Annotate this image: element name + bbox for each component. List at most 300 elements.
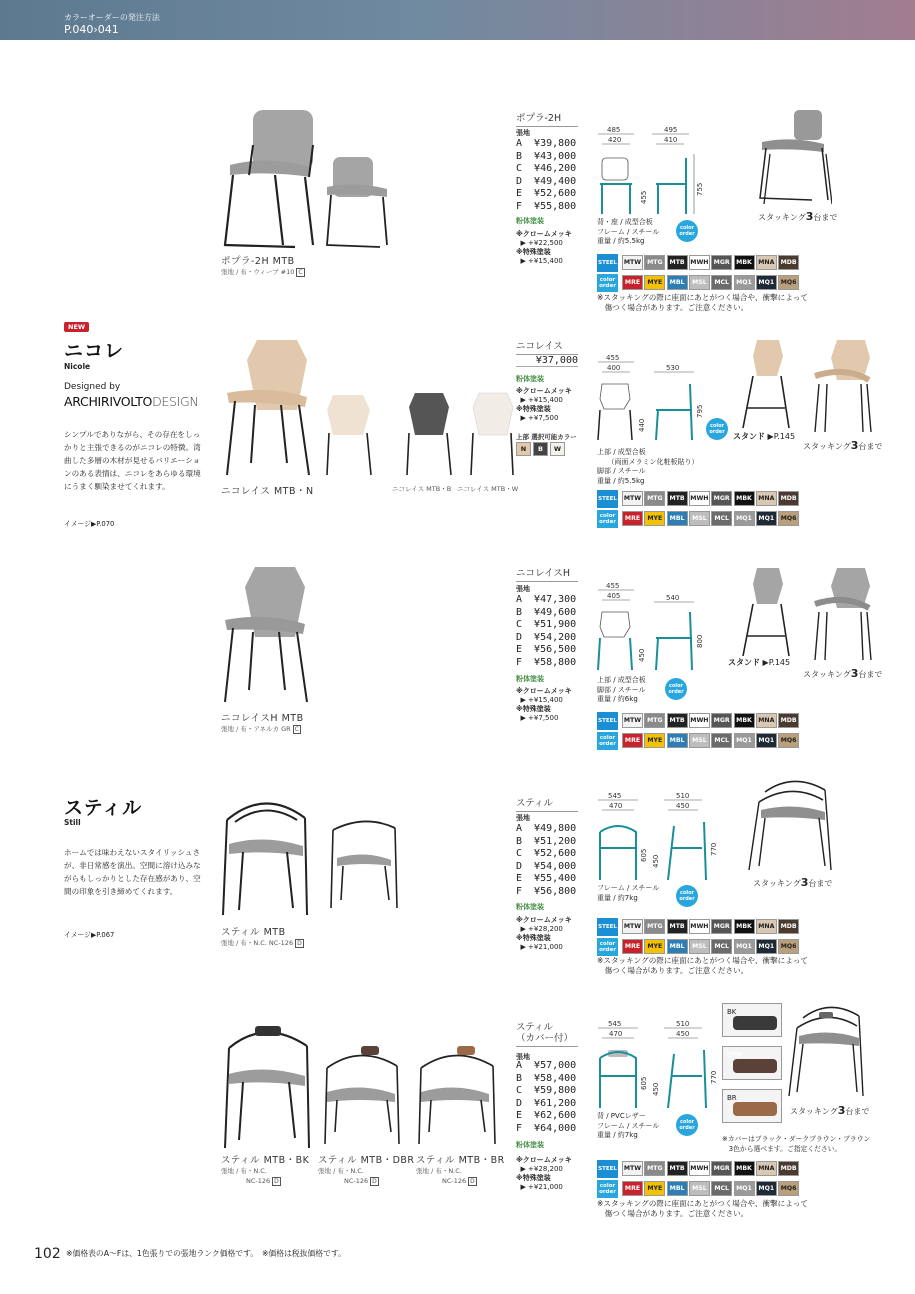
rank-badge: D: [372, 1178, 377, 1185]
color-swatch-mtw[interactable]: MTW: [622, 491, 643, 506]
price-row: A ¥49,800: [516, 823, 577, 834]
still-color-order-badge: color order: [676, 885, 698, 907]
chrome-price: ▶ +¥22,500: [516, 239, 563, 247]
nicole-caption-w: ニコレイス MTB・W: [457, 485, 519, 493]
nicoleh-dimension-drawing: [594, 582, 714, 674]
dim-d1: 510: [676, 1020, 690, 1028]
nicole-spec-name: ニコレイス: [516, 338, 578, 355]
color-swatch-mwh[interactable]: MWH: [689, 491, 710, 506]
sub-b-text: NC-126: [442, 1177, 467, 1185]
popura-color-order-badge: color order: [676, 220, 698, 242]
stack-post: 台まで: [858, 670, 883, 679]
color-swatch-mbl[interactable]: MBL: [667, 733, 688, 748]
stillc-sub-dbr: 張地 / 布・N.C.: [318, 1167, 364, 1175]
color-swatch-mq6[interactable]: MQ6: [778, 733, 799, 748]
color-swatch-mbl[interactable]: MBL: [667, 275, 688, 290]
nicoleh-price-head: 張地: [516, 585, 530, 593]
header-title: カラーオーダーの発注方法: [64, 13, 160, 22]
upper-color-n: N: [516, 442, 531, 456]
special-price: ▶ +¥21,000: [516, 1183, 563, 1191]
dim-sh: 455: [640, 190, 648, 204]
nicoleh-rank-badge: C: [294, 726, 299, 733]
nicoleh-swatches: [597, 712, 797, 750]
price-row: E ¥55,400: [516, 873, 577, 884]
nicole-image-ref[interactable]: イメージ▶P.070: [64, 520, 115, 528]
color-order-label: color order: [597, 274, 618, 292]
color-swatch-mbk[interactable]: MBK: [734, 491, 755, 506]
special-price: ▶ +¥21,000: [516, 943, 563, 951]
price-row: A ¥47,300: [516, 594, 577, 605]
cover-swatch: [733, 1102, 777, 1116]
nicole-description: シンプルでありながら、その存在をしっかりと主張できるのがニコレの特徴。湾曲した多層の木材が見せるバリエーションのある表情は、ニコレをあらゆる環境にうまく馴染ませてくれます。: [64, 430, 201, 491]
color-swatch-msl[interactable]: MSL: [689, 511, 710, 526]
dim-w1: 455: [606, 354, 620, 362]
color-swatch-mna[interactable]: MNA: [756, 713, 777, 728]
stillc-price-head: 張地: [516, 1053, 530, 1061]
color-swatch-mdb[interactable]: MDB: [778, 1161, 799, 1176]
color-swatch-mye[interactable]: MYE: [644, 939, 665, 954]
stillc-sub-bk-b: [246, 1177, 281, 1186]
color-swatch-mdb[interactable]: MDB: [778, 919, 799, 934]
popura-price-head: 張地: [516, 129, 530, 137]
popura-dimension-drawing: [594, 126, 714, 226]
nicole-stand-label[interactable]: [733, 431, 795, 442]
stack-pre: スタッキング: [758, 213, 806, 222]
still-stack-label: [753, 876, 832, 889]
price-row: D ¥49,400: [516, 175, 577, 187]
cover-option-br[interactable]: [722, 1089, 782, 1123]
header-bar: [0, 0, 915, 40]
popura-price-list: [516, 138, 576, 213]
nicoleh-options: [516, 687, 572, 723]
stillc-sub-br: 張地 / 布・N.C.: [416, 1167, 462, 1175]
color-swatch-mq1[interactable]: MQ1: [756, 275, 777, 290]
color-swatch-mcl[interactable]: MCL: [711, 939, 732, 954]
stack-pre: スタッキング: [803, 670, 851, 679]
color-swatch-mye[interactable]: MYE: [644, 1181, 665, 1196]
color-swatch-mgr[interactable]: MGR: [711, 713, 732, 728]
steel-label: STEEL: [597, 712, 618, 730]
color-swatch-msl[interactable]: MSL: [689, 275, 710, 290]
still-options: [516, 916, 572, 952]
stand-label-text: スタンド: [733, 432, 765, 441]
nicoleh-powder: 粉体塗装: [516, 675, 544, 683]
cover-swatch: [733, 1059, 777, 1073]
price-row: B ¥58,400: [516, 1072, 577, 1084]
color-swatch-mwh[interactable]: MWH: [689, 919, 710, 934]
dim-w1: 455: [606, 582, 620, 590]
dim-sh: 450: [652, 854, 660, 868]
nicoleh-caption: ニコレイスH MTB: [221, 713, 304, 724]
popura-frame-shape: [225, 175, 313, 247]
color-swatch-mq1[interactable]: MQ1: [734, 511, 755, 526]
color-swatch-mdb[interactable]: MDB: [778, 255, 799, 270]
nicoleh-sub-text: 張地 / 布・アネルカ GR: [221, 725, 291, 733]
price-row: E ¥62,600: [516, 1110, 577, 1121]
nicole-stack-label: [803, 439, 882, 452]
color-swatch-mtw[interactable]: MTW: [622, 919, 643, 934]
color-swatch-mcl[interactable]: MCL: [711, 275, 732, 290]
popura-caption: ポプラ-2H MTB: [221, 256, 295, 267]
color-swatch-mtw[interactable]: MTW: [622, 255, 643, 270]
stillc-stacking-image: [785, 1000, 865, 1100]
still-en-title: Still: [64, 818, 81, 827]
stillc-sub-br-b: [442, 1177, 477, 1186]
dim-h: 770: [710, 1070, 718, 1084]
stack-post: 台まで: [808, 879, 833, 888]
color-swatch-mq1[interactable]: MQ1: [756, 733, 777, 748]
color-swatch-mq6[interactable]: MQ6: [778, 1181, 799, 1196]
chrome-price: ▶ +¥15,400: [516, 696, 563, 704]
nicole-color-order-badge: color order: [706, 418, 728, 440]
stillc-caption-dbr: スティル MTB・DBR: [318, 1155, 415, 1166]
color-swatch-mdb[interactable]: MDB: [778, 491, 799, 506]
price-row: D ¥61,200: [516, 1097, 577, 1109]
cover-bk-shape: [255, 1026, 281, 1036]
color-swatch-mtg[interactable]: MTG: [644, 919, 665, 934]
popura-material: 背・座 / 成型合板 フレーム / スチール 重量 / 約5.5kg: [597, 218, 660, 245]
color-swatch-mq6[interactable]: MQ6: [778, 511, 799, 526]
cover-swatch: [733, 1016, 777, 1030]
chrome-price: ▶ +¥28,200: [516, 925, 563, 933]
color-swatch-mtb[interactable]: MTB: [667, 919, 688, 934]
special-label: ※特殊塗装: [516, 1174, 551, 1182]
stillc-powder: 粉体塗装: [516, 1141, 544, 1149]
color-swatch-msl[interactable]: MSL: [689, 939, 710, 954]
stillc-dimension-drawing: [594, 1020, 724, 1112]
stillc-swatches: [597, 1160, 797, 1198]
nicoleh-stand-stack-image: [735, 564, 885, 664]
color-swatch-mgr[interactable]: MGR: [711, 491, 732, 506]
stand-ref: ▶P.145: [760, 658, 791, 667]
cover-code: DBR: [727, 1051, 743, 1059]
color-swatch-mwh[interactable]: MWH: [689, 255, 710, 270]
popura-spec-name: ポプラ-2H: [516, 110, 578, 127]
price-row: C ¥46,200: [516, 163, 577, 174]
dim-d1: 510: [676, 792, 690, 800]
dim-d1: 540: [666, 594, 680, 602]
color-swatch-mre[interactable]: MRE: [622, 939, 643, 954]
nicole-caption-b: ニコレイス MTB・B: [392, 485, 452, 493]
chrome-label: ※クロームメッキ: [516, 1156, 572, 1164]
color-swatch-mtg[interactable]: MTG: [644, 491, 665, 506]
stillc-caption-bk: スティル MTB・BK: [221, 1155, 310, 1166]
color-swatch-mre[interactable]: MRE: [622, 1181, 643, 1196]
dim-d1: 530: [666, 364, 680, 372]
dim-d2: 410: [664, 136, 678, 144]
color-swatch-mbk[interactable]: MBK: [734, 1161, 755, 1176]
color-swatch-mq1[interactable]: MQ1: [756, 939, 777, 954]
price-row: D ¥54,200: [516, 631, 577, 643]
dim-w2: 400: [607, 364, 621, 372]
nicole-powder: 粉体塗装: [516, 375, 544, 383]
color-swatch-mq1[interactable]: MQ1: [734, 939, 755, 954]
color-swatch-mq1[interactable]: MQ1: [756, 1181, 777, 1196]
stillc-material: 背 / PVCレザー フレーム / スチール 重量 / 約7kg: [597, 1112, 660, 1139]
still-price-list: [516, 823, 576, 898]
chrome-label: ※クロームメッキ: [516, 230, 572, 238]
popura-chair-image: [215, 105, 405, 255]
chrome-price: ▶ +¥28,200: [516, 1165, 563, 1173]
dim-w1: 485: [607, 126, 621, 134]
designer-a: ARCHIRIVOLTO: [64, 394, 153, 409]
dim-ah: 605: [640, 1076, 648, 1090]
color-swatch-mre[interactable]: MRE: [622, 733, 643, 748]
color-swatch-mye[interactable]: MYE: [644, 511, 665, 526]
dim-sh: 450: [652, 1082, 660, 1096]
special-label: ※特殊塗装: [516, 934, 551, 942]
color-swatch-mdb[interactable]: MDB: [778, 713, 799, 728]
color-order-label: color order: [597, 1180, 618, 1198]
color-swatch-mbl[interactable]: MBL: [667, 1181, 688, 1196]
sub-b-text: NC-126: [344, 1177, 369, 1185]
nicoleh-stand-label[interactable]: [728, 657, 790, 668]
still-caption: スティル MTB: [221, 927, 286, 938]
cover-option-bk[interactable]: [722, 1003, 782, 1037]
color-swatch-mtg[interactable]: MTG: [644, 1161, 665, 1176]
color-order-label: color order: [597, 732, 618, 750]
dim-h: 795: [696, 404, 704, 418]
still-note: ※スタッキングの際に座面にあとがつく場合や、衝撃によって 傷つく場合があります。ご注意ください。: [597, 956, 809, 975]
dim-d1: 495: [664, 126, 678, 134]
dim-h: 755: [696, 182, 704, 196]
stillc-sub-bk: 張地 / 布・N.C.: [221, 1167, 267, 1175]
color-swatch-mtb[interactable]: MTB: [667, 1161, 688, 1176]
chrome-price: ▶ +¥15,400: [516, 396, 563, 404]
stack-pre: スタッキング: [803, 442, 851, 451]
new-badge: NEW: [64, 322, 89, 332]
price-row: A ¥57,000: [516, 1060, 577, 1071]
still-sub-text: 張地 / 布・N.C. NC-126: [221, 939, 294, 947]
color-swatch-mtb[interactable]: MTB: [667, 255, 688, 270]
dim-ah: 605: [640, 848, 648, 862]
color-swatch-mtw[interactable]: MTW: [622, 1161, 643, 1176]
nicoleh-spec-name: ニコレイスH: [516, 565, 578, 582]
color-swatch-mbl[interactable]: MBL: [667, 939, 688, 954]
stack-num: 3: [805, 210, 814, 223]
still-swatches: [597, 918, 797, 956]
color-swatch-mbk[interactable]: MBK: [734, 713, 755, 728]
nicole-price: ¥37,000: [516, 355, 578, 367]
price-row: F ¥56,800: [516, 885, 577, 897]
rank-badge: D: [274, 1178, 279, 1185]
color-swatch-mq1[interactable]: MQ1: [734, 275, 755, 290]
rank-badge: D: [470, 1178, 475, 1185]
dim-w2: 470: [609, 1030, 623, 1038]
still-rank-badge: D: [297, 940, 302, 947]
stillc-note: ※スタッキングの際に座面にあとがつく場合や、衝撃によって 傷つく場合があります。ご注意ください。: [597, 1199, 809, 1218]
nicoleh-stack-label: [803, 667, 882, 680]
color-swatch-mcl[interactable]: MCL: [711, 511, 732, 526]
color-swatch-mbk[interactable]: MBK: [734, 255, 755, 270]
stand-ref: ▶P.145: [765, 432, 796, 441]
nicole-options: [516, 387, 572, 423]
popura-powder: 粉体塗装: [516, 217, 544, 225]
color-swatch-mtb[interactable]: MTB: [667, 491, 688, 506]
color-swatch-msl[interactable]: MSL: [689, 733, 710, 748]
stillc-caption-br: スティル MTB・BR: [416, 1155, 505, 1166]
color-swatch-mtw[interactable]: MTW: [622, 713, 643, 728]
color-swatch-mre[interactable]: MRE: [622, 275, 643, 290]
designed-by: Designed by: [64, 382, 121, 392]
color-swatch-mcl[interactable]: MCL: [711, 1181, 732, 1196]
color-swatch-mbl[interactable]: MBL: [667, 511, 688, 526]
still-dimension-drawing: [594, 792, 724, 884]
special-label: ※特殊塗装: [516, 405, 551, 413]
price-row: F ¥64,000: [516, 1122, 577, 1134]
still-cover-chairs-image: [215, 1020, 505, 1155]
popura-note: ※スタッキングの際に座面にあとがつく場合や、衝撃によって 傷つく場合があります。ご注意ください。: [597, 293, 809, 312]
still-material: フレーム / スチール 重量 / 約7kg: [597, 884, 660, 902]
color-swatch-mq1[interactable]: MQ1: [734, 733, 755, 748]
color-swatch-mq1[interactable]: MQ1: [734, 1181, 755, 1196]
stack-post: 台まで: [845, 1107, 870, 1116]
color-swatch-mye[interactable]: MYE: [644, 733, 665, 748]
still-spec-name: スティル: [516, 795, 578, 812]
price-row: E ¥52,600: [516, 188, 577, 199]
price-row: C ¥59,800: [516, 1085, 577, 1096]
special-label: ※特殊塗装: [516, 248, 551, 256]
color-swatch-mwh[interactable]: MWH: [689, 1161, 710, 1176]
steel-label: STEEL: [597, 490, 618, 508]
steel-label: STEEL: [597, 918, 618, 936]
color-order-label: color order: [597, 938, 618, 956]
color-swatch-mgr[interactable]: MGR: [711, 1161, 732, 1176]
color-swatch-mbk[interactable]: MBK: [734, 919, 755, 934]
nicole-chairs-image: [215, 335, 515, 485]
popura-rank-badge: C: [298, 269, 303, 276]
price-row: B ¥49,600: [516, 606, 577, 618]
stillc-price-list: [516, 1060, 576, 1135]
price-row: B ¥51,200: [516, 835, 577, 847]
color-swatch-mtb[interactable]: MTB: [667, 713, 688, 728]
color-swatch-mcl[interactable]: MCL: [711, 733, 732, 748]
stillc-color-order-badge: color order: [676, 1114, 698, 1136]
footer-note: ※価格表のA～Fは、1色張りでの張地ランク価格です。 ※価格は税抜価格です。: [66, 1249, 346, 1258]
price-row: F ¥55,800: [516, 200, 577, 212]
stack-num: 3: [850, 667, 859, 680]
nicole-material: 上部 / 成型合板 （両面メラミン化粧板貼り） 脚部 / スチール 重量 / 約5.5kg: [597, 448, 699, 485]
still-title: スティル: [64, 797, 143, 819]
color-swatch-mna[interactable]: MNA: [756, 491, 777, 506]
stack-pre: スタッキング: [753, 879, 801, 888]
nicoleh-sub: [221, 724, 301, 734]
chrome-label: ※クロームメッキ: [516, 687, 572, 695]
color-order-label: color order: [597, 510, 618, 528]
color-swatch-mna[interactable]: MNA: [756, 919, 777, 934]
dim-d2: 450: [676, 802, 690, 810]
cover-code: BR: [727, 1094, 737, 1102]
dim-sh: 440: [638, 418, 646, 432]
stillc-cover-note: ※カバーはブラック・ダークブラウン・ブラウン 3色から選べます。ご指定ください。: [722, 1135, 871, 1153]
stillc-sub-dbr-b: [344, 1177, 379, 1186]
stand-label-text: スタンド: [728, 658, 760, 667]
color-swatch-mna[interactable]: MNA: [756, 1161, 777, 1176]
steel-label: STEEL: [597, 1160, 618, 1178]
nicole-upper-color-label: 上部 選択可能カラー: [516, 433, 577, 441]
still-price-head: 張地: [516, 814, 530, 822]
nicoleh-material: 上部 / 成型合板 脚部 / スチール 重量 / 約6kg: [597, 676, 646, 703]
stack-num: 3: [837, 1104, 846, 1117]
dim-d2: 450: [676, 1030, 690, 1038]
price-row: C ¥51,900: [516, 619, 577, 630]
stack-pre: スタッキング: [790, 1107, 838, 1116]
stack-post: 台まで: [813, 213, 838, 222]
chrome-label: ※クロームメッキ: [516, 916, 572, 924]
cover-br-shape: [457, 1046, 475, 1055]
price-row: C ¥52,600: [516, 848, 577, 859]
color-swatch-mgr[interactable]: MGR: [711, 919, 732, 934]
stack-num: 3: [850, 439, 859, 452]
color-swatch-msl[interactable]: MSL: [689, 1181, 710, 1196]
price-row: D ¥54,000: [516, 860, 577, 872]
color-swatch-mgr[interactable]: MGR: [711, 255, 732, 270]
color-swatch-mye[interactable]: MYE: [644, 275, 665, 290]
header-page-ref[interactable]: P.040›041: [64, 23, 119, 36]
dim-w2: 420: [608, 136, 622, 144]
price-row: F ¥58,800: [516, 656, 577, 668]
nicole-en-title: Nicole: [64, 362, 91, 371]
upper-color-b: B: [533, 442, 548, 456]
still-powder: 粉体塗装: [516, 903, 544, 911]
dim-sh: 450: [638, 648, 646, 662]
stack-num: 3: [800, 876, 809, 889]
dim-w1: 545: [608, 792, 622, 800]
still-description: ホームでは味わえないスタイリッシュさが、非日常感を演出。空間に溶け込みながらもしっかりとした存在感があり、空間の印象を引き締めてくれます。: [64, 848, 201, 896]
spec-name-b: （カバー付）: [516, 1033, 578, 1047]
stillc-spec-name: [516, 1022, 578, 1047]
color-swatch-mna[interactable]: MNA: [756, 255, 777, 270]
color-swatch-mtg[interactable]: MTG: [644, 713, 665, 728]
spec-name-a: スティル: [516, 1022, 554, 1033]
cover-dbr-shape: [361, 1046, 379, 1055]
designer-b: DESIGN: [152, 394, 199, 409]
dim-h: 800: [696, 634, 704, 648]
still-image-ref[interactable]: イメージ▶P.067: [64, 931, 115, 939]
color-swatch-mq6[interactable]: MQ6: [778, 275, 799, 290]
popura-sub: [221, 267, 305, 277]
popura-options: [516, 230, 572, 266]
color-swatch-mq1[interactable]: MQ1: [756, 511, 777, 526]
nicole-title: ニコレ: [64, 340, 125, 362]
still-chair-image: [215, 790, 415, 920]
still-stacking-image: [745, 774, 835, 874]
stillc-options: [516, 1156, 572, 1192]
dim-h: 770: [710, 842, 718, 856]
special-price: ▶ +¥15,400: [516, 257, 563, 265]
nicoleh-price-list: [516, 594, 576, 669]
color-swatch-mwh[interactable]: MWH: [689, 713, 710, 728]
color-swatch-mq6[interactable]: MQ6: [778, 939, 799, 954]
stillc-stack-label: [790, 1104, 869, 1117]
page-number: 102: [34, 1246, 61, 1262]
cover-code: BK: [727, 1008, 737, 1016]
special-label: ※特殊塗装: [516, 705, 551, 713]
popura-swatches: [597, 254, 797, 292]
chrome-label: ※クロームメッキ: [516, 387, 572, 395]
price-row: B ¥43,000: [516, 150, 577, 162]
color-swatch-mtg[interactable]: MTG: [644, 255, 665, 270]
cover-option-dbr[interactable]: [722, 1046, 782, 1080]
stack-post: 台まで: [858, 442, 883, 451]
upper-color-w: W: [550, 442, 565, 456]
nicoleh-color-order-badge: color order: [665, 678, 687, 700]
popura-stack-label: [758, 210, 837, 223]
color-swatch-mre[interactable]: MRE: [622, 511, 643, 526]
designer-name: [64, 394, 198, 409]
popura-stacking-image: [752, 108, 832, 208]
nicole-dimension-drawing: [594, 354, 714, 444]
